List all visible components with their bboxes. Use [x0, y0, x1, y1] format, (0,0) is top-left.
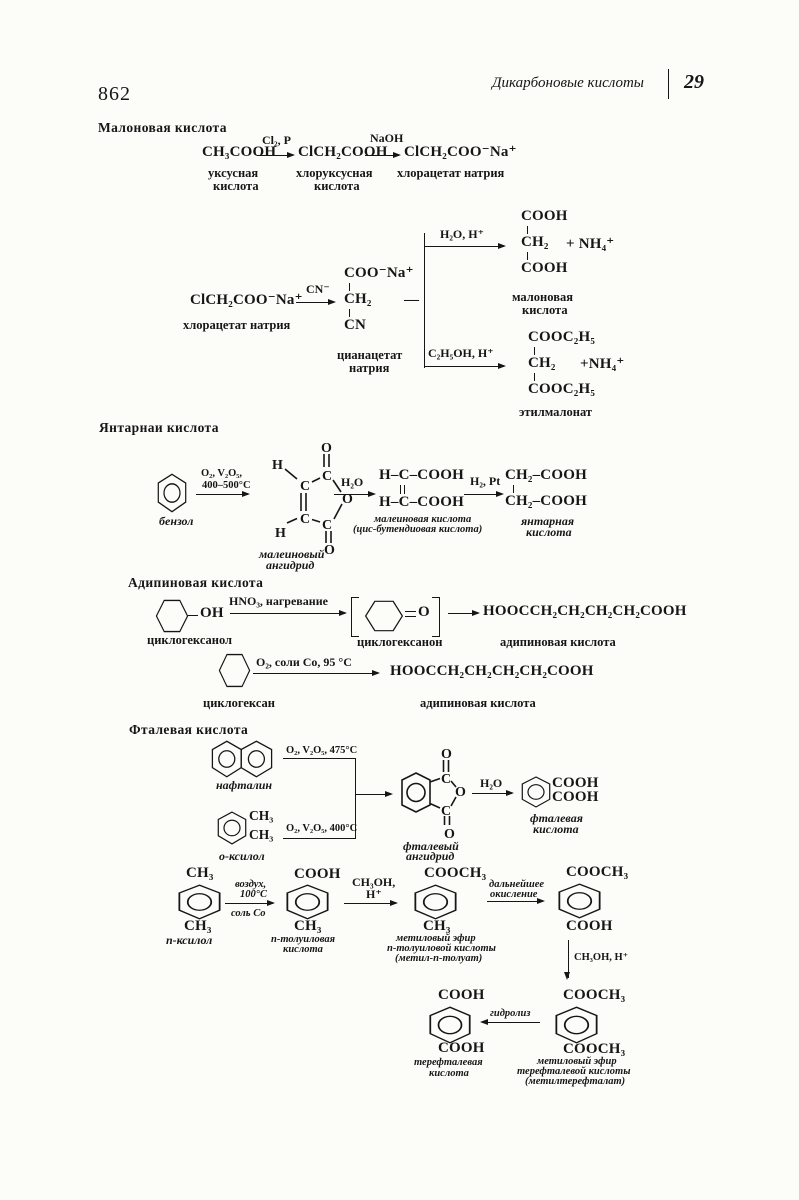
- label-cyclohexanol: циклогексанол: [147, 633, 233, 647]
- reaction-arrow: [296, 302, 334, 303]
- cyclohexanone-ring: [364, 599, 404, 633]
- label-terephthalic-1: терефталевая: [414, 1057, 483, 1068]
- label-malonic-1: малоновая: [512, 290, 573, 304]
- label-benzene: бензол: [159, 514, 194, 528]
- label-malonic-2: кислота: [522, 303, 568, 317]
- label-naphthalene: нафталин: [216, 778, 273, 792]
- carboxyl-group: COOH: [552, 775, 599, 791]
- label-adipic-acid: адипиновая кислота: [500, 635, 616, 649]
- reagent-hydrolysis: гидролиз: [490, 1008, 531, 1019]
- methyl-group: CH₃: [249, 827, 274, 842]
- atom-h: H: [275, 526, 286, 541]
- branch-line: [424, 233, 425, 368]
- ester-group: COOCH₃: [563, 987, 626, 1003]
- cyclohexanol-ring: [155, 598, 189, 634]
- reagent-further-1: дальнейшее: [489, 879, 545, 890]
- methyl-group: CH₃: [249, 808, 274, 823]
- maleic-bot: H–C–COOH: [379, 494, 464, 510]
- methyl-group: CH₃: [184, 918, 212, 934]
- bracket-left: [351, 597, 359, 637]
- atom-c: C: [300, 479, 311, 494]
- reagent-meoh-down: CH₃OH, H⁺: [574, 952, 629, 963]
- formula-adipic-acid-2: HOOCCH₂CH₂CH₂CH₂COOH: [390, 663, 594, 679]
- formula-sodium-chloroacetate: ClCH₂COO⁻Na⁺: [404, 144, 517, 160]
- single-bond: [527, 226, 528, 234]
- ketone-oxygen: O: [418, 604, 430, 620]
- reagent-etoh-h: C₂H₅OH, H⁺: [428, 346, 494, 360]
- carboxyl-group: COOH: [438, 987, 485, 1003]
- section-title-adipic: Адипиновая кислота: [128, 575, 264, 590]
- label-p-toluic-2: кислота: [283, 944, 323, 955]
- bond-to-oh: [188, 615, 198, 616]
- reaction-arrow: [230, 613, 345, 614]
- dmt-ring: [553, 1006, 600, 1044]
- reagent-h-plus: H⁺: [366, 887, 382, 901]
- byproduct-ammonium-2: +NH₄⁺: [580, 356, 625, 372]
- reaction-arrow: [344, 903, 396, 904]
- label-maleic-acid-1: малеиновая кислота: [374, 514, 472, 525]
- reaction-arrow: [225, 903, 273, 904]
- label-phthalic-acid-2: кислота: [533, 822, 579, 836]
- methyl-group: CH₃: [423, 918, 451, 934]
- formula-start-chloroacetate: ClCH₂COO⁻Na⁺: [190, 292, 303, 308]
- bracket-right: [432, 597, 440, 637]
- formula-adipic-acid: HOOCCH₂CH₂CH₂CH₂COOH: [483, 603, 687, 619]
- label-chloroacetic-1: хлоруксусная: [296, 166, 373, 180]
- o-xylene-ring: [216, 811, 248, 845]
- naphthalene-structure: [210, 740, 274, 778]
- reagent-h2o-h: H₂O, H⁺: [440, 227, 484, 241]
- carboxyl-group: COOH: [552, 789, 599, 805]
- atom-c: C: [300, 512, 311, 527]
- maleic-top: H–C–COOH: [379, 467, 464, 483]
- reaction-arrow: [196, 494, 248, 495]
- cyclohexane-ring: [218, 652, 251, 689]
- single-bond: [513, 485, 514, 493]
- double-bond-o: [405, 616, 416, 617]
- label-cyclohexanone: циклогексанон: [357, 635, 443, 649]
- carboxyl-group: COOH: [438, 1040, 485, 1056]
- header-divider: [668, 69, 669, 99]
- reagent-meoh: CH₃OH,: [352, 875, 396, 889]
- carboxyl-group: COOH: [566, 918, 613, 934]
- label-dmt-2: терефталевой кислоты: [517, 1066, 631, 1077]
- reagent-cl2-p: Cl₂, P: [262, 133, 291, 147]
- cyano-bot: CN: [344, 317, 367, 333]
- reagent-co-salt: соль Co: [231, 908, 266, 919]
- reaction-arrow: [257, 155, 293, 156]
- formula-acetic-acid: CH₃COOH: [202, 144, 277, 160]
- reagent-naoh: NaOH: [370, 131, 404, 145]
- ester-group: COOCH₃: [563, 1041, 626, 1057]
- atom-h: H: [272, 458, 283, 473]
- label-acetic-2: кислота: [213, 179, 259, 193]
- hydroxyl-group: OH: [200, 605, 224, 621]
- cyano-top: COO⁻Na⁺: [344, 265, 414, 281]
- succinic-bot: CH₂–COOH: [505, 493, 587, 509]
- double-bond: [400, 485, 405, 494]
- reagent-hno3: HNO₃, нагревание: [229, 594, 328, 608]
- label-terephthalic-2: кислота: [429, 1068, 469, 1079]
- label-phthalic-acid-1: фталевая: [530, 811, 583, 825]
- reagent-further-2: окисление: [490, 889, 538, 900]
- label-chloroacetic-2: кислота: [314, 179, 360, 193]
- label-acetic-1: уксусная: [208, 166, 259, 180]
- atom-c: C: [322, 469, 333, 484]
- malonic-top: COOH: [521, 208, 568, 224]
- single-bond: [349, 309, 350, 317]
- merge-line-bottom: [283, 838, 355, 839]
- label-start-chloroacetate: хлорацетат натрия: [183, 318, 291, 332]
- atom-o: O: [342, 492, 353, 507]
- half-ester-ring: [556, 883, 603, 919]
- carboxyl-group: COOH: [294, 866, 341, 882]
- malonic-bot: COOH: [521, 260, 568, 276]
- single-bond: [349, 283, 350, 291]
- terephthalic-ring: [427, 1006, 473, 1044]
- reaction-arrow: [487, 901, 543, 902]
- label-succinic-2: кислота: [526, 525, 572, 539]
- reaction-arrow-left: [482, 1022, 540, 1023]
- reagent-o2-v2o5: O₂, V₂O₅,: [201, 468, 243, 479]
- cyano-mid: CH₂: [344, 291, 372, 307]
- branch-dash: —: [404, 292, 420, 308]
- atom-c: C: [441, 804, 452, 819]
- merge-line-vertical: [355, 758, 356, 839]
- reaction-arrow: [365, 155, 399, 156]
- label-maleic-anhydride-2: ангидрид: [266, 558, 315, 572]
- ester-group: COOCH₃: [566, 864, 629, 880]
- single-bond: [534, 347, 535, 355]
- reagent-h2o: H₂O: [341, 475, 364, 489]
- phthalic-acid-ring: [520, 776, 552, 808]
- single-bond: [534, 373, 535, 381]
- label-dmt-1: метиловый эфир: [537, 1056, 617, 1067]
- atom-o: O: [441, 747, 452, 762]
- merge-line-top: [283, 758, 355, 759]
- atom-o: O: [444, 827, 455, 842]
- label-methyl-toluate-2: п-толуиловой кислоты: [387, 943, 496, 954]
- benzene-ring: [156, 473, 188, 513]
- atom-c: C: [441, 772, 452, 787]
- reagent-o2-co: O₂, соли Co, 95 °C: [256, 655, 352, 669]
- label-adipic-acid-2: адипиновая кислота: [420, 696, 536, 710]
- ester-bot: COOC₂H₅: [528, 381, 596, 397]
- running-head: Дикарбоновые кислоты: [492, 75, 644, 91]
- ester-top: COOC₂H₅: [528, 329, 596, 345]
- succinic-top: CH₂–COOH: [505, 467, 587, 483]
- phthalic-anhydride-structure: [398, 744, 468, 844]
- label-maleic-anhydride-1: малеиновый: [259, 547, 325, 561]
- down-arrow: [568, 940, 569, 978]
- atom-o: O: [455, 785, 466, 800]
- label-p-xylene: п-ксилол: [166, 933, 213, 947]
- reagent-h2-pt: H₂, Pt: [470, 474, 501, 488]
- label-methyl-toluate-1: метиловый эфир: [396, 933, 476, 944]
- reagent-air: воздух,: [235, 879, 267, 890]
- page-number: 862: [98, 83, 131, 105]
- structure-malonic-acid: [521, 209, 568, 276]
- reagent-temp: 400–500°C: [202, 480, 251, 491]
- ester-mid: CH₂: [528, 355, 556, 371]
- methyl-group: CH₃: [186, 865, 214, 881]
- atom-o: O: [324, 543, 335, 558]
- label-ethyl-malonate: этилмалонат: [519, 405, 593, 419]
- section-title-phthalic: Фталевая кислота: [129, 722, 249, 737]
- structure-succinic-acid: [505, 468, 587, 509]
- label-methyl-toluate-3: (метил-п-толуат): [395, 953, 483, 964]
- reaction-arrow: [448, 613, 478, 614]
- p-xylene-ring: [176, 884, 223, 920]
- reaction-arrow: [334, 494, 374, 495]
- label-dmt-3: (метилтерефталат): [525, 1076, 626, 1087]
- methyl-group: CH₃: [294, 918, 322, 934]
- label-phthalic-anhydride-2: ангидрид: [406, 849, 455, 863]
- structure-maleic-acid: [379, 468, 464, 510]
- chapter-number: 29: [684, 71, 704, 93]
- branch-arrow-top: [424, 246, 504, 247]
- label-succinic-1: янтарная: [521, 514, 575, 528]
- atom-o: O: [321, 441, 332, 456]
- branch-arrow-bottom: [424, 366, 504, 367]
- byproduct-ammonium: + NH₄⁺: [566, 236, 615, 252]
- formula-chloroacetic-acid: ClCH₂COOH: [298, 144, 388, 160]
- reagent-o2-v2o5-475: O₂, V₂O₅, 475°C: [286, 745, 358, 756]
- label-na-chloroacetate: хлорацетат натрия: [397, 166, 505, 180]
- methyl-toluate-ring: [412, 884, 459, 920]
- section-title-malonic: Малоновая кислота: [98, 120, 227, 135]
- reagent-100c: 100°C: [240, 889, 267, 900]
- atom-c: C: [322, 518, 333, 533]
- ester-group: COOCH₃: [424, 865, 487, 881]
- label-p-toluic-1: п-толуиловая: [271, 934, 336, 945]
- malonic-mid: CH₂: [521, 234, 549, 250]
- reaction-arrow: [355, 794, 391, 795]
- label-cyclohexane: циклогексан: [203, 696, 275, 710]
- reagent-o2-v2o5-400: O₂, V₂O₅, 400°C: [286, 823, 358, 834]
- p-toluic-ring: [284, 884, 331, 920]
- label-cyanoacetate-1: цианацетат: [337, 348, 403, 362]
- reagent-h2o: H₂O: [480, 776, 503, 790]
- reagent-cn: CN⁻: [306, 282, 330, 296]
- reaction-arrow: [472, 793, 512, 794]
- single-bond: [527, 252, 528, 260]
- double-bond-o: [405, 611, 416, 612]
- reaction-arrow: [253, 673, 378, 674]
- label-maleic-acid-2: (цис-бутендиовая кислота): [353, 524, 483, 535]
- label-phthalic-anhydride-1: фталевый: [403, 839, 459, 853]
- reaction-arrow: [464, 494, 502, 495]
- label-cyanoacetate-2: натрия: [349, 361, 390, 375]
- label-o-xylene: о-ксилол: [219, 849, 265, 863]
- section-title-succinic: Янтарнаи кислота: [99, 420, 219, 435]
